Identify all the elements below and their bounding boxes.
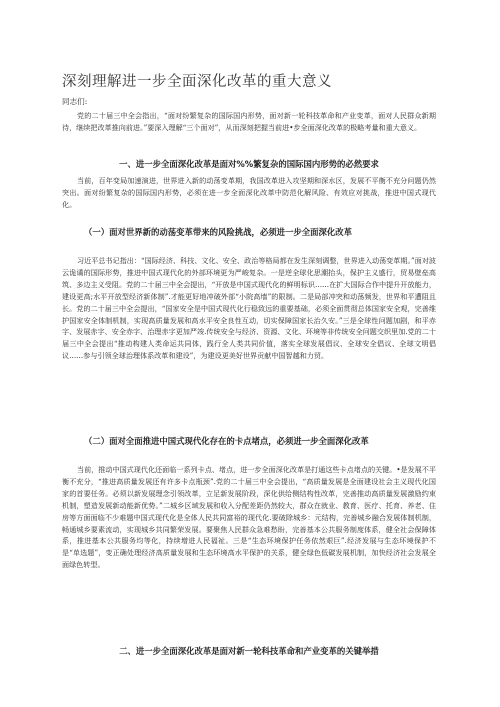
page-title: 深刻理解进一步全面深化改革的重大意义 — [62, 74, 332, 90]
section1-sub2-body: 当前，推动中国式现代化还面临一系列卡点、堵点，进一步全面深化改革是打通这些卡点堵点的关键。•是发展不平衡不充分，“推进高质量发展还有许多卡点瓶颈”.党的二十届三中全会提出，“高质量发展是全面建设社会主义现代化国家的首要任务。必须以新发展理念引领改革，立足新发展阶段，深化供给侧结构性改革，完善推动高质量发展激励约束机制，塑造发展新动能新优势。”二城乡区域发展和收入分配差距仍然较大，群众在就业、教育、医疗、托育、养老、住房等方面面临不少难题中国式现代化是全体人民共同富裕的现代化.要破除城乡：元结构，完善城乡融合发展体制机制，畅通城乡要素流动，实现城乡共同繁荣发展。要聚焦人民群众急难愁盼，完善基本公共服务制度体系，健全社会保障体系，推进基本公共服务均等化，持续增进人民福祉。三是“生态环境保护任务依然艰巨”.经济发展与生态环境保护不是“单选题”，变正确处理经济高质量发展和生态环境高水平保护的关系，健全绿色低碳发展机制，加快经济社会发展全面绿色转型。 — [62, 465, 436, 570]
intro-paragraph: 党的二十届三中全会指出，“面对纷繁复杂的国际国内形势，面对新一轮科技革命和产业变革，面对人民群众新期待，继续把改革推向前进。”要深入理解“三个面对”，从而深刻把握当前进•步全面深化改革的极略考量和重大意义。 — [62, 111, 436, 132]
section1-sub2-heading: （二）面对全面推进中国式现代化存在的卡点堵点，必须进一步全面深化改革 — [84, 436, 369, 446]
section1-intro-paragraph: 当前，百年变局加速演进，世界进入新的动荡变革期，我国改革进入攻坚期和深水区，发展不平衡不充分问题仍然突出。面对纷繁复杂的国际国内形势，必须在进一步全面深化改革中防范化解风险、有效应对挑战，推进中国式现代化。 — [62, 176, 436, 209]
section1-sub1-body: 习近平总书记指出：“国际经济、科技、文化、安全、政治等格局都在发生深刻调整，世界进入动荡变革期。”面对波云诡谲的国际形势，推进中国式现代化的外部环境更为严峻复杂。一是逆全球化思潮抬头，保护主义盛行，贸易壁垒高筑、多边主义受阻。党的二十届三中全会提出，“开放是中国式现代化的鲜明标识……在扩大国际合作中提升开放能力，建设更高;水平开放型经济新体制”.才能更好地冲破外部“小院高墙”的限制。二是局部冲突和动荡频发，世界和平遭阻且长。党的二十届三中全会提出，“国家安全是中国式现代化行稳致远的重要基础，必须全面贯彻总体国家安全观，完善维护国家安全体制机制，实现高质量发展和高水平安全良性互动，切实保障国家长治久安。”三是全球性问题加剧，和平赤字、发展赤字、安全赤字、治理赤字更加严竣.传统安全与经济、资源、文化、环境等非传统安全问题交织里加.党的二十届三中全会提出“推动构建人类命运共同体，践行全人类共同价值，落实全球发展倡议、全球安全倡议、全球文明倡议……参与引领全球治理体系改革和建设”，为建设更美好世界贡献中国智越和力贸。 — [62, 256, 436, 361]
salutation: 同志们: — [62, 97, 88, 106]
section1-sub1-heading: （一）面对世界新的动荡变革带来的风险挑战，必须进一步全面深化改革 — [84, 227, 352, 237]
section1-heading: 一、进一步全面深化改革是面对%%繁复杂的国际国内形势的必然要求 — [119, 159, 379, 169]
section2-heading: 二、进一步全面深化改革是面对新一轮科技革命和产业变革的关键举措 — [119, 646, 379, 656]
